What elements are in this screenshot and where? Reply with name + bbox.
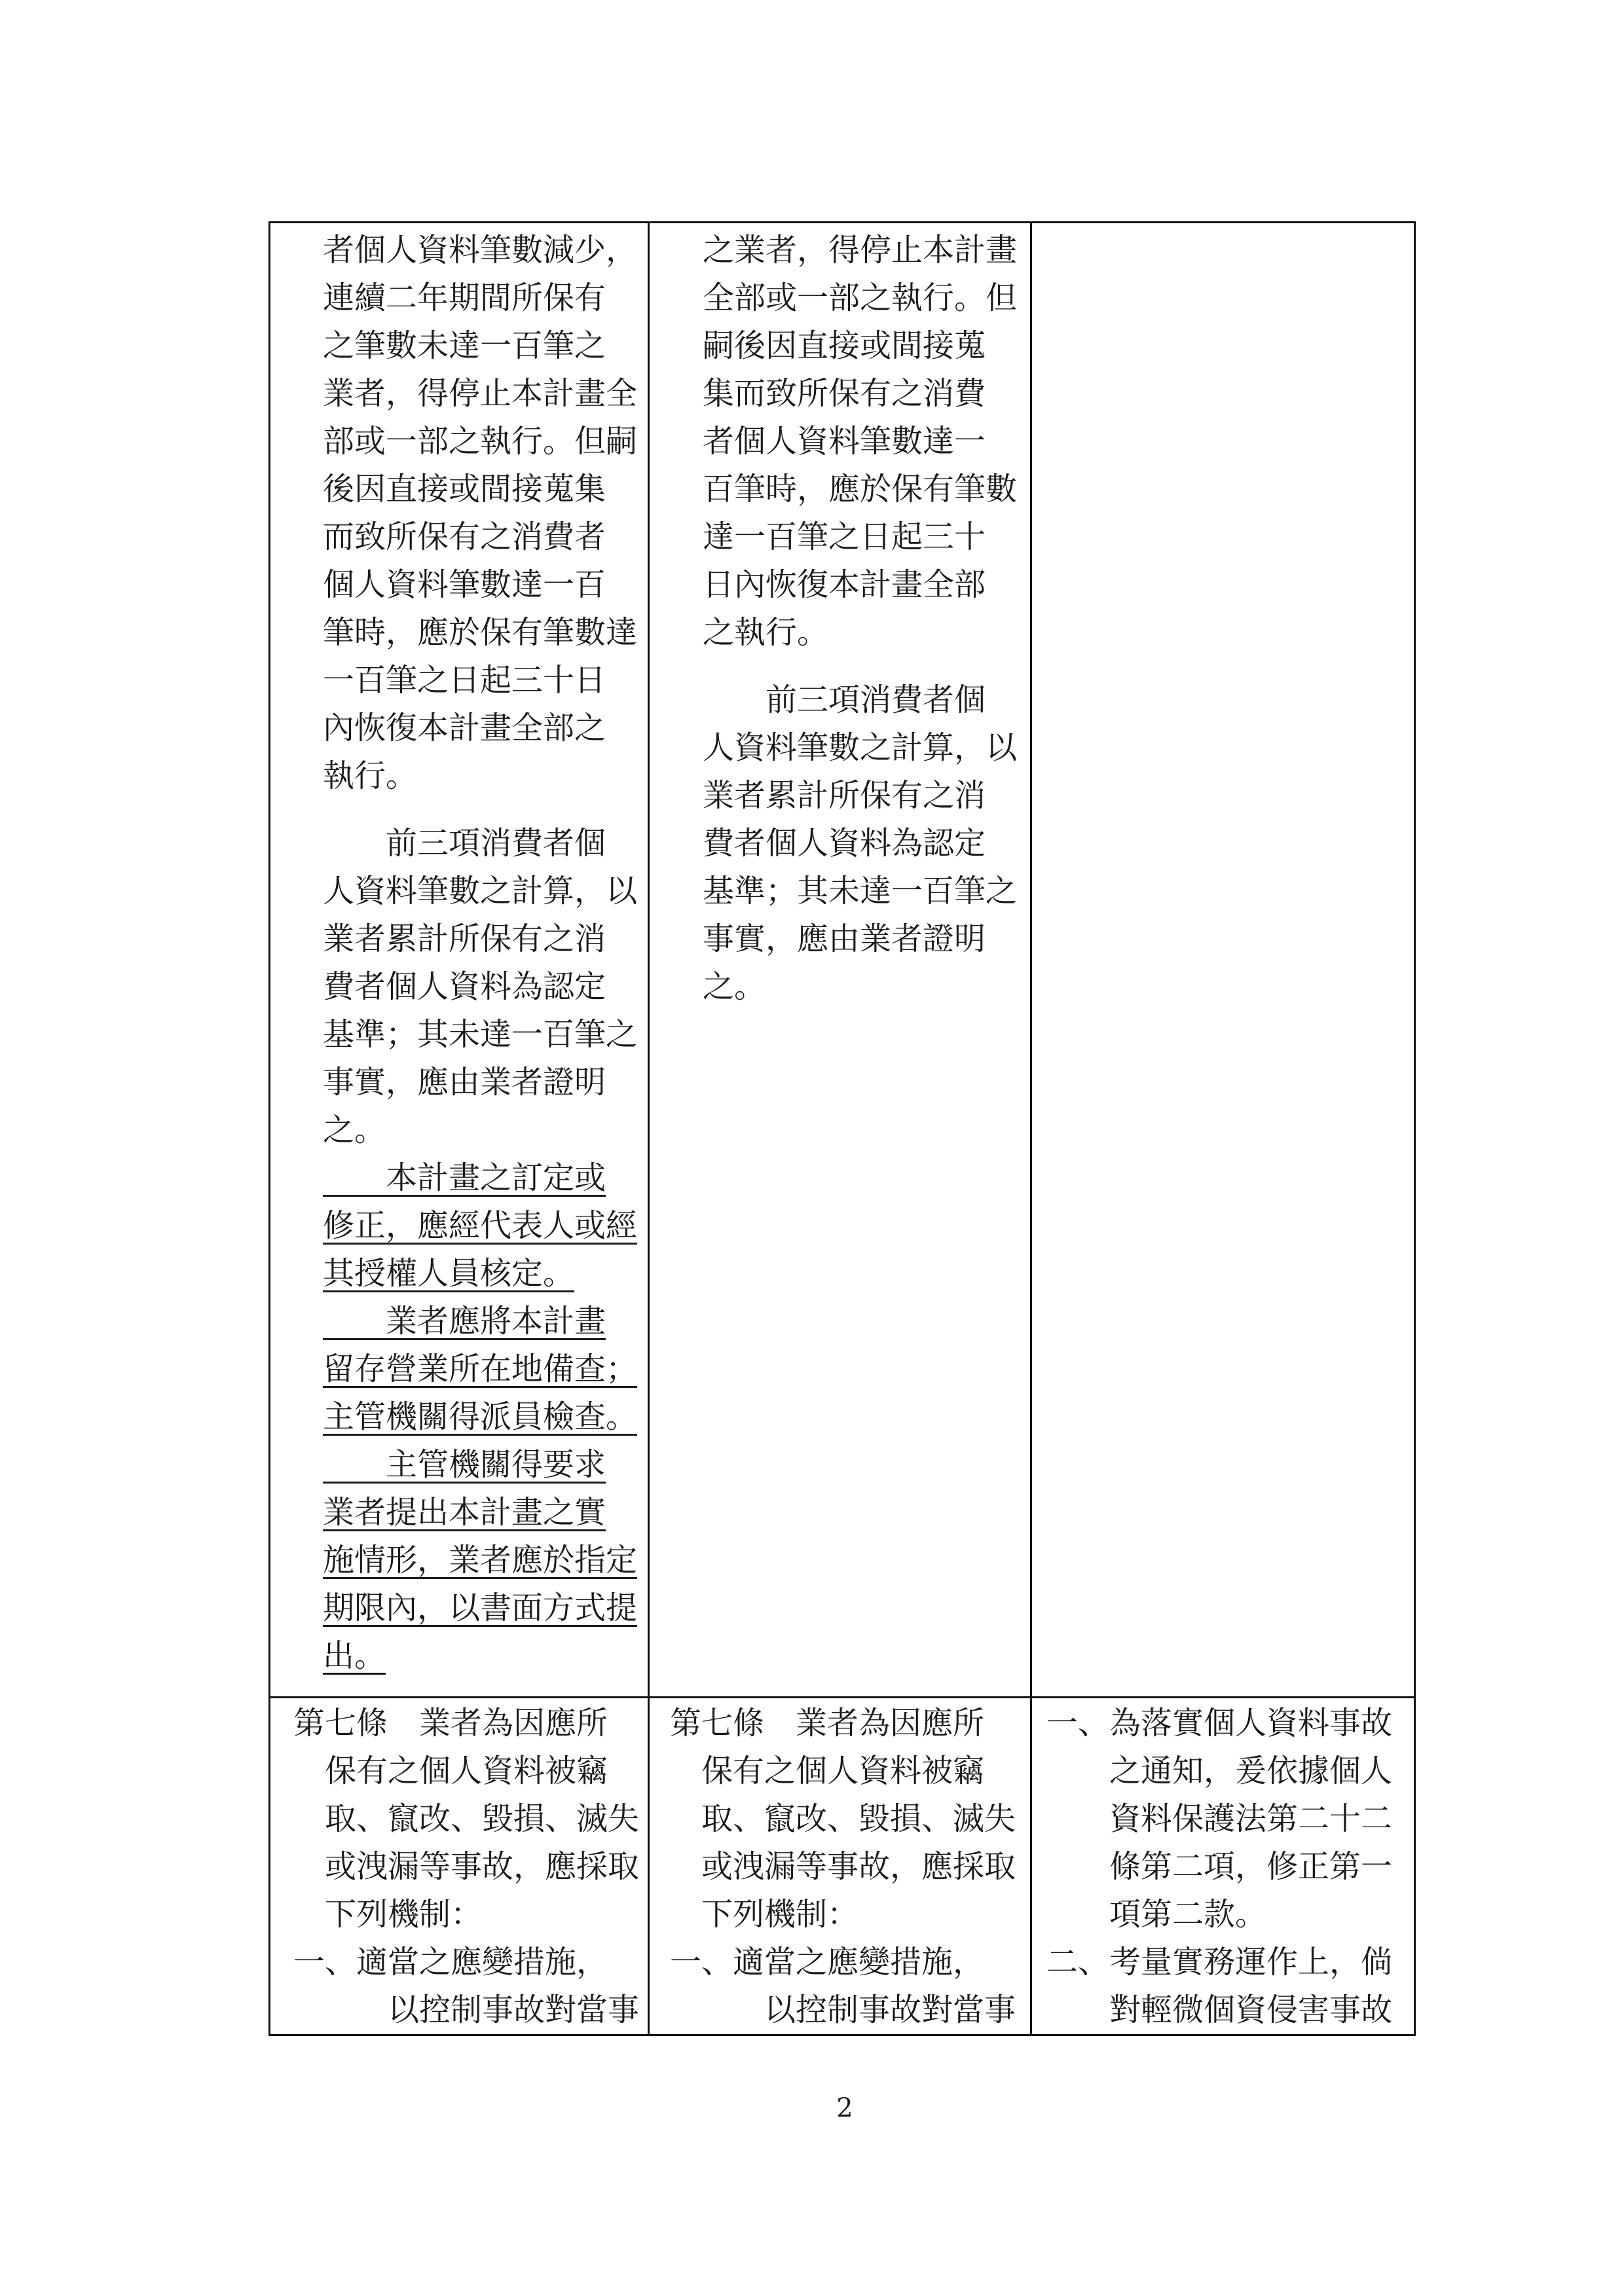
text-line: 全部或一部之執行。但 — [703, 280, 1018, 316]
text-line: 前三項消費者個 — [323, 825, 606, 862]
text-line: 後因直接或間接蒐集 — [323, 471, 606, 507]
underlined-text-line: 留存營業所在地備查； — [323, 1351, 638, 1387]
article-text-line: 保有之個人資料被竊 — [293, 1753, 608, 1789]
text-line: 個人資料筆數達一百 — [323, 566, 606, 603]
text-line: 之。 — [323, 1112, 386, 1148]
row2-col2-cell — [670, 1700, 1016, 2034]
text-line: 之業者，得停止本計畫 — [703, 232, 1018, 268]
article-text-line: 以控制事故對當事 — [293, 1992, 640, 2028]
column-divider-2 — [1030, 223, 1032, 2034]
comparison-table — [268, 221, 1416, 2036]
text-line: 達一百筆之日起三十 — [703, 519, 986, 555]
row1-col1-cell — [323, 227, 637, 1680]
text-line: 基準；其未達一百筆之 — [703, 873, 1018, 909]
text-line: 業者累計所保有之消 — [323, 920, 606, 957]
text-line: 費者個人資料為認定 — [703, 825, 986, 862]
article-text-line: 第七條 業者為因應所 — [293, 1705, 608, 1741]
article-text-line: 下列機制： — [670, 1896, 859, 1933]
article-text-line: 或洩漏等事故，應採取 — [293, 1848, 640, 1885]
text-line: 一百筆之日起三十日 — [323, 662, 606, 699]
text-line: 嗣後因直接或間接蒐 — [703, 327, 986, 364]
text-line: 之筆數未達一百筆之 — [323, 327, 606, 364]
article-text-line: 保有之個人資料被竊 — [670, 1753, 985, 1789]
row1-col2-cell — [703, 227, 1017, 1011]
article-text-line: 一、適當之應變措施， — [293, 1944, 608, 1980]
text-line: 者個人資料筆數減少， — [323, 232, 638, 268]
text-line: 業者累計所保有之消 — [703, 777, 986, 814]
text-line: 日內恢復本計畫全部 — [703, 566, 986, 603]
article-text-line: 一、適當之應變措施， — [670, 1944, 985, 1980]
text-line: 連續二年期間所保有 — [323, 280, 606, 316]
text-line: 部或一部之執行。但嗣 — [323, 423, 638, 460]
text-line: 事實，應由業者證明 — [703, 920, 986, 957]
underlined-text-line: 本計畫之訂定或 — [323, 1159, 606, 1196]
row-divider — [270, 1696, 1414, 1698]
article-text-line: 第七條 業者為因應所 — [670, 1705, 985, 1741]
text-line: 費者個人資料為認定 — [323, 968, 606, 1005]
text-line: 人資料筆數之計算，以 — [323, 873, 638, 909]
explanation-text-line: 對輕微個資侵害事故 — [1046, 1992, 1393, 2028]
row2-col3-cell — [1046, 1700, 1392, 2034]
explanation-text-line: 資料保護法第二十二 — [1046, 1800, 1393, 1837]
text-line: 集而致所保有之消費 — [703, 375, 986, 412]
paragraph-gap — [703, 657, 1017, 676]
text-line: 之執行。 — [703, 614, 829, 651]
text-line: 內恢復本計畫全部之 — [323, 710, 606, 746]
underlined-text-line: 其授權人員核定。 — [323, 1255, 575, 1292]
text-line: 業者，得停止本計畫全 — [323, 375, 638, 412]
text-line: 事實，應由業者證明 — [323, 1064, 606, 1101]
text-line: 者個人資料筆數達一 — [703, 423, 986, 460]
text-line: 人資料筆數之計算，以 — [703, 729, 1018, 766]
article-text-line: 取、竄改、毀損、滅失 — [670, 1800, 1016, 1837]
explanation-text-line: 一、為落實個人資料事故 — [1046, 1705, 1393, 1741]
text-line: 之。 — [703, 968, 766, 1005]
text-line: 百筆時，應於保有筆數 — [703, 471, 1018, 507]
explanation-text-line: 項第二款。 — [1046, 1896, 1267, 1933]
column-divider-1 — [648, 223, 650, 2034]
underlined-text-line: 出。 — [323, 1637, 386, 1674]
underlined-text-line: 主管機關得派員檢查。 — [323, 1398, 638, 1435]
paragraph-gap — [323, 800, 637, 820]
page-number: 2 — [836, 2093, 853, 2123]
underlined-text-line: 修正，應經代表人或經 — [323, 1207, 638, 1244]
article-text-line: 取、竄改、毀損、滅失 — [293, 1800, 640, 1837]
article-text-line: 或洩漏等事故，應採取 — [670, 1848, 1016, 1885]
underlined-text-line: 主管機關得要求 — [323, 1446, 606, 1483]
explanation-text-line: 二、考量實務運作上，倘 — [1046, 1944, 1393, 1980]
underlined-text-line: 業者應將本計畫 — [323, 1303, 606, 1339]
row2-col1-cell — [293, 1700, 639, 2034]
text-line: 前三項消費者個 — [703, 682, 986, 718]
explanation-text-line: 條第二項，修正第一 — [1046, 1848, 1393, 1885]
text-line: 執行。 — [323, 757, 418, 794]
text-line: 而致所保有之消費者 — [323, 519, 606, 555]
article-text-line: 下列機制： — [293, 1896, 483, 1933]
text-line: 基準；其未達一百筆之 — [323, 1016, 638, 1053]
underlined-text-line: 業者提出本計畫之實 — [323, 1494, 606, 1531]
explanation-text-line: 之通知，爰依據個人 — [1046, 1753, 1393, 1789]
text-line: 筆時，應於保有筆數達 — [323, 614, 638, 651]
underlined-text-line: 期限內，以書面方式提 — [323, 1590, 638, 1626]
underlined-text-line: 施情形，業者應於指定 — [323, 1542, 638, 1578]
article-text-line: 以控制事故對當事 — [670, 1992, 1016, 2028]
